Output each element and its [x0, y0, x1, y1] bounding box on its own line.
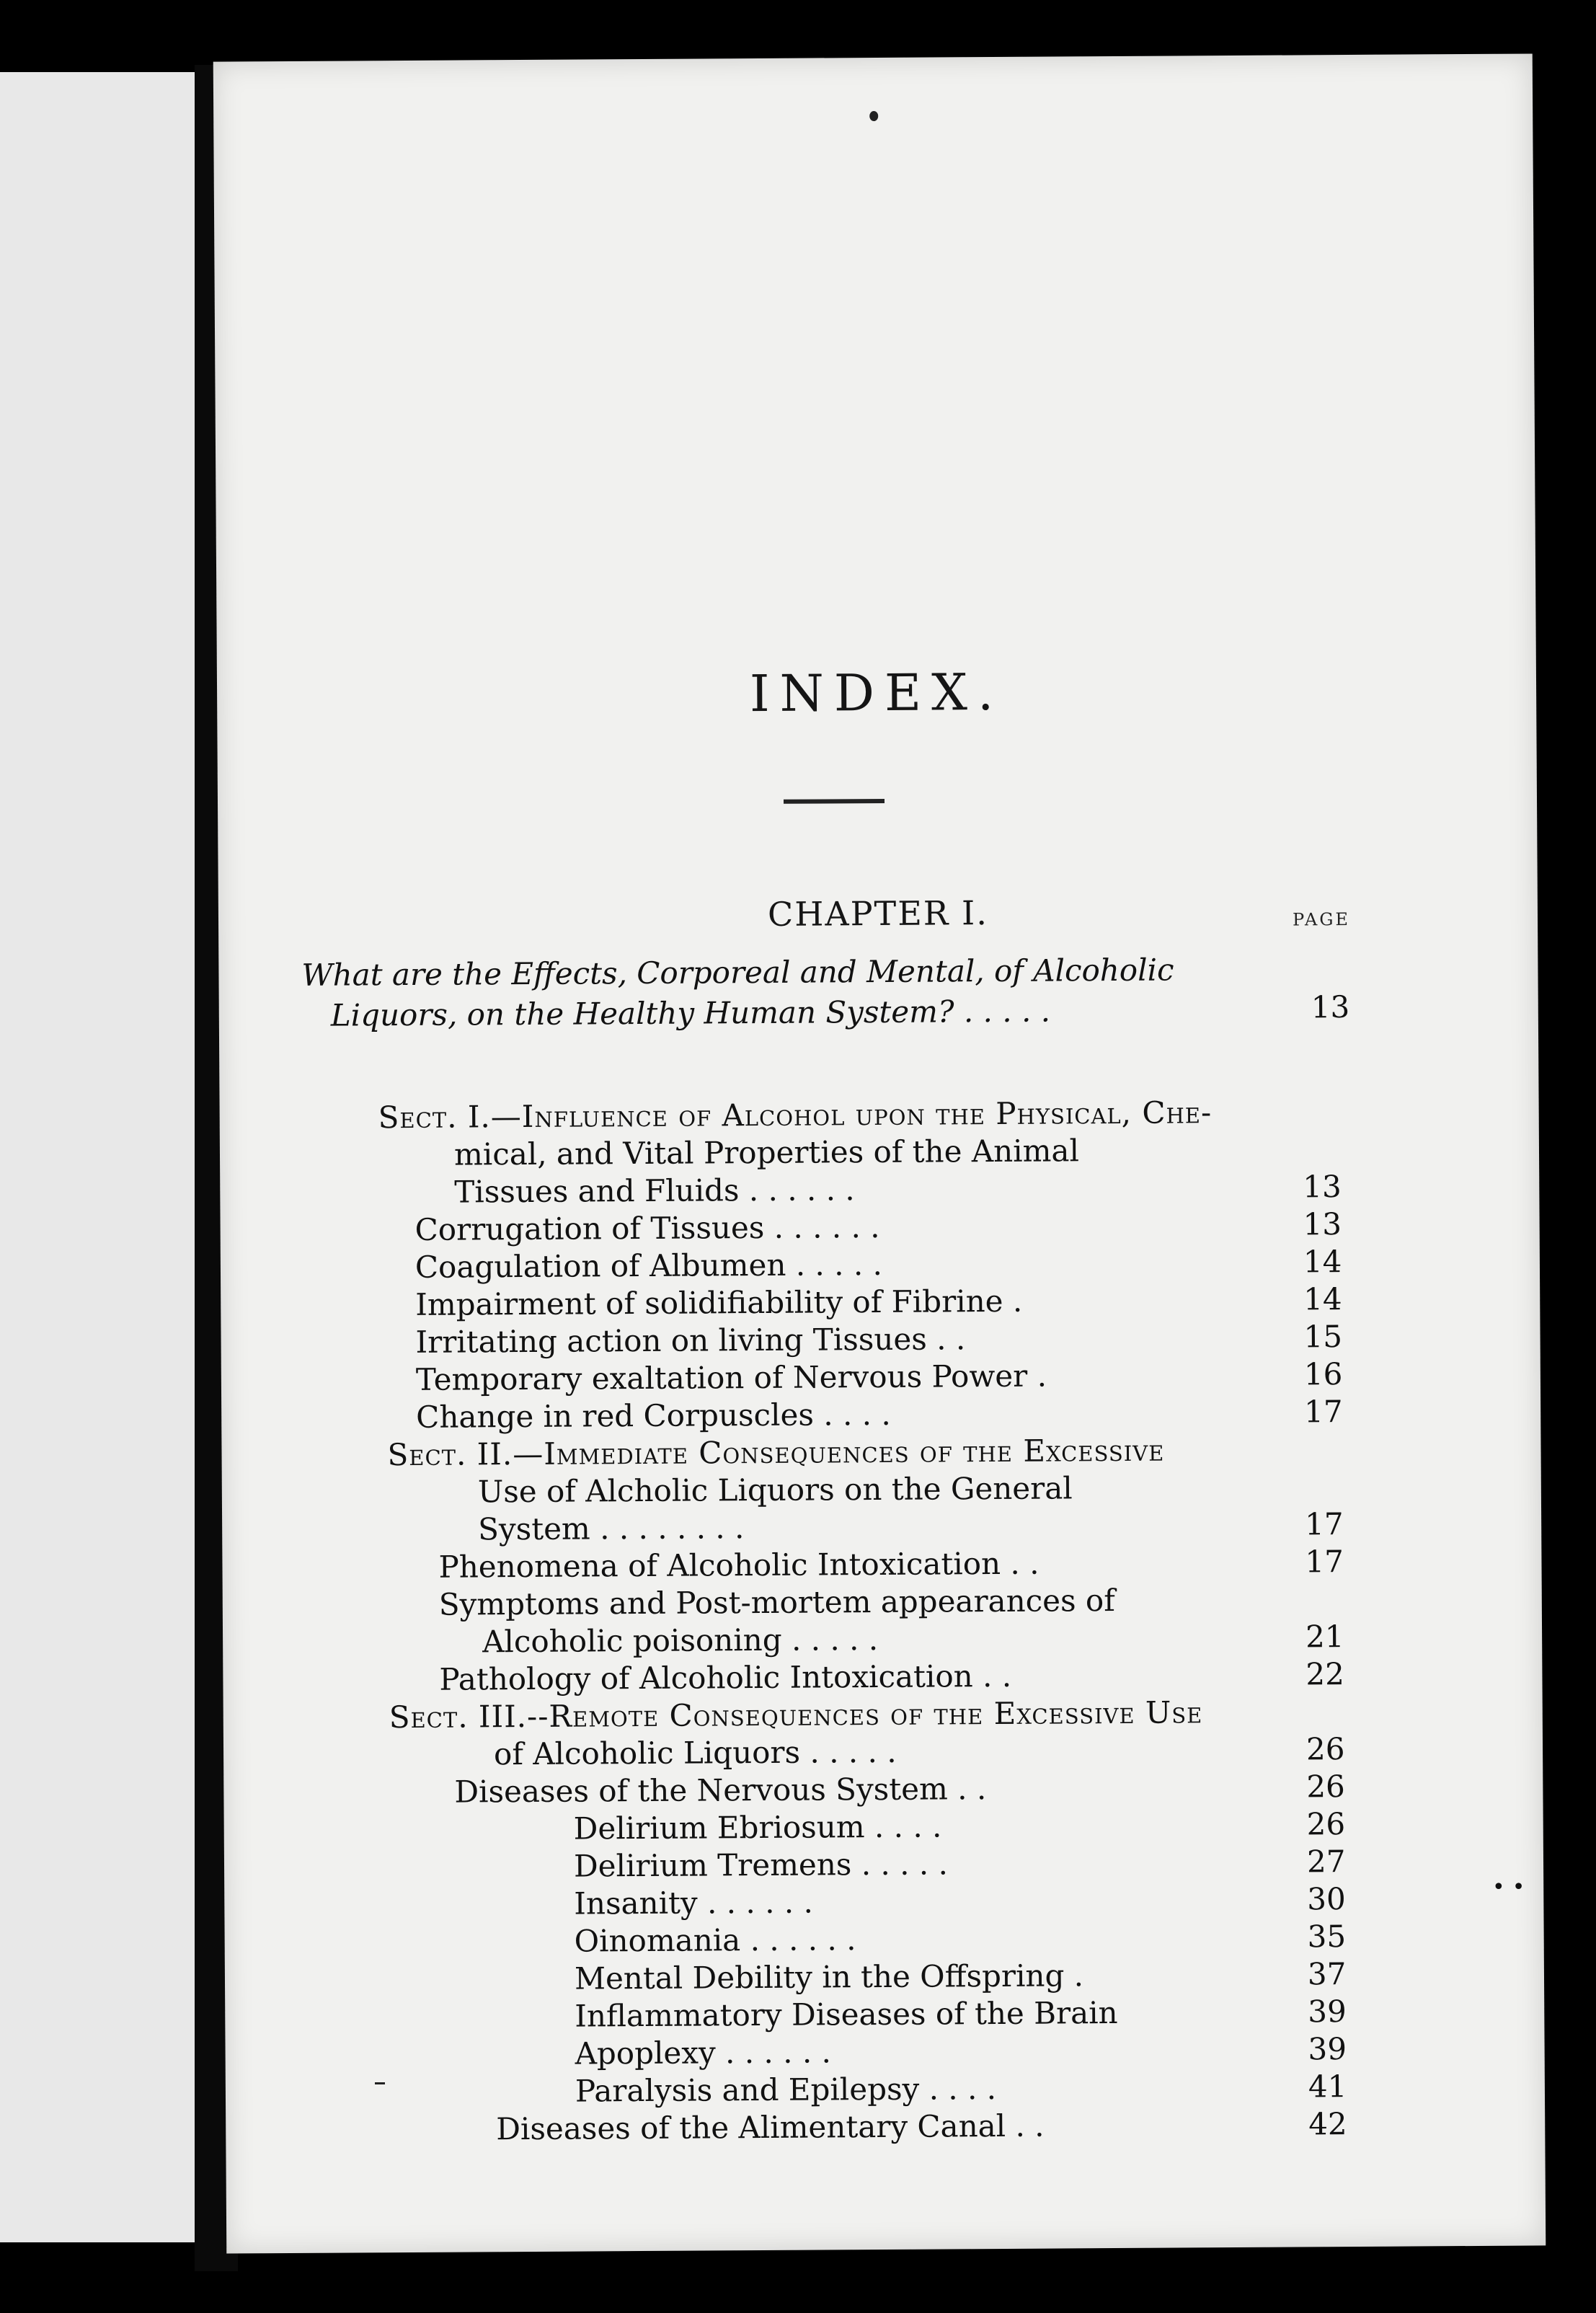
index-entry: Insanity . . . . . . [574, 1884, 814, 1921]
entry-page-number: 30 [1307, 1881, 1346, 1917]
question-page-number: 13 [1311, 989, 1350, 1025]
entry-page-number: 13 [1303, 1169, 1342, 1205]
book-page [213, 53, 1546, 2253]
index-entry: Paralysis and Epilepsy . . . . [575, 2071, 997, 2109]
index-entry: Sect. II.—Immediate Consequences of the Excessive [387, 1432, 1165, 1473]
index-entry: Diseases of the Alimentary Canal . . [496, 2108, 1045, 2147]
entry-page-number: 42 [1308, 2106, 1347, 2142]
entry-page-number: 37 [1307, 1956, 1347, 1992]
index-entry: Diseases of the Nervous System . . [454, 1771, 987, 1810]
index-entry: Delirium Tremens . . . . . [573, 1846, 949, 1884]
index-entry: Mental Debility in the Offspring . [574, 1958, 1084, 1996]
index-entry: Sect. I.—Influence of Alcohol upon the Physical, Che- [378, 1094, 1212, 1136]
page-title: INDEX. [749, 662, 1004, 724]
index-entry: Oinomania . . . . . . [574, 1921, 856, 1959]
entry-page-number: 21 [1305, 1619, 1344, 1655]
entry-page-number: 17 [1304, 1394, 1343, 1430]
index-entry: Tissues and Fluids . . . . . . [454, 1172, 855, 1210]
index-entry: Impairment of solidifiability of Fibrine . [415, 1283, 1023, 1322]
edge-marks: •• [1492, 1875, 1533, 1900]
index-entry: System . . . . . . . . [478, 1510, 745, 1547]
index-entry: Corrugation of Tissues . . . . . . [414, 1208, 880, 1247]
entry-page-number: 27 [1306, 1844, 1346, 1880]
index-entry: Sect. III.--Remote Consequences of the Excessive Use [389, 1694, 1203, 1735]
index-entry: Temporary exaltation of Nervous Power . [415, 1358, 1047, 1397]
index-entry: Inflammatory Diseases of the Brain [575, 1995, 1118, 2034]
chapter-heading: CHAPTER I. [767, 893, 989, 934]
question-line-1: What are the Effects, Corporeal and Mental, of Alcoholic [301, 952, 1174, 993]
entry-page-number: 14 [1303, 1244, 1342, 1280]
page-column-heading: PAGE [1292, 909, 1351, 930]
entry-page-number: 14 [1303, 1281, 1342, 1317]
entry-page-number: 26 [1306, 1769, 1345, 1805]
chapter-question [301, 949, 1347, 1036]
index-entry: mical, and Vital Properties of the Animal [453, 1133, 1080, 1172]
index-entry: Apoplexy . . . . . . [575, 2034, 832, 2071]
entry-page-number: 22 [1305, 1656, 1345, 1692]
entry-page-number: 35 [1307, 1919, 1347, 1955]
index-entry: of Alcoholic Liquors . . . . . [493, 1733, 897, 1772]
entry-page-number: 15 [1303, 1319, 1343, 1355]
entry-page-number: 26 [1306, 1806, 1346, 1842]
question-line-2: Liquors, on the Healthy Human System? . . . . . [330, 993, 1051, 1033]
index-entry: Phenomena of Alcoholic Intoxication . . [438, 1545, 1039, 1585]
entry-page-number: 17 [1305, 1544, 1344, 1580]
entry-page-number: 39 [1308, 2031, 1347, 2067]
index-entry: Pathology of Alcoholic Intoxication . . [439, 1658, 1012, 1697]
left-page-edge [0, 72, 195, 2242]
title-rule [784, 799, 885, 804]
entry-page-number: 26 [1305, 1731, 1345, 1767]
index-entry: Delirium Ebriosum . . . . [573, 1808, 942, 1847]
page-speck [869, 111, 878, 121]
entry-page-number: 41 [1308, 2069, 1347, 2105]
margin-mark [375, 2082, 385, 2084]
index-entry: Symptoms and Post-mortem appearances of [438, 1583, 1115, 1622]
entry-page-number: 39 [1308, 1994, 1347, 2030]
index-entry: Use of Alcholic Liquors on the General [477, 1470, 1073, 1510]
entry-page-number: 16 [1303, 1356, 1343, 1392]
index-entry: Change in red Corpuscles . . . . [416, 1396, 891, 1435]
index-entry: Irritating action on living Tissues . . [415, 1321, 966, 1360]
entry-page-number: 13 [1303, 1206, 1342, 1242]
index-entry: Coagulation of Albumen . . . . . [414, 1246, 883, 1285]
entry-page-number: 17 [1305, 1506, 1344, 1542]
index-entry: Alcoholic poisoning . . . . . [482, 1622, 879, 1660]
